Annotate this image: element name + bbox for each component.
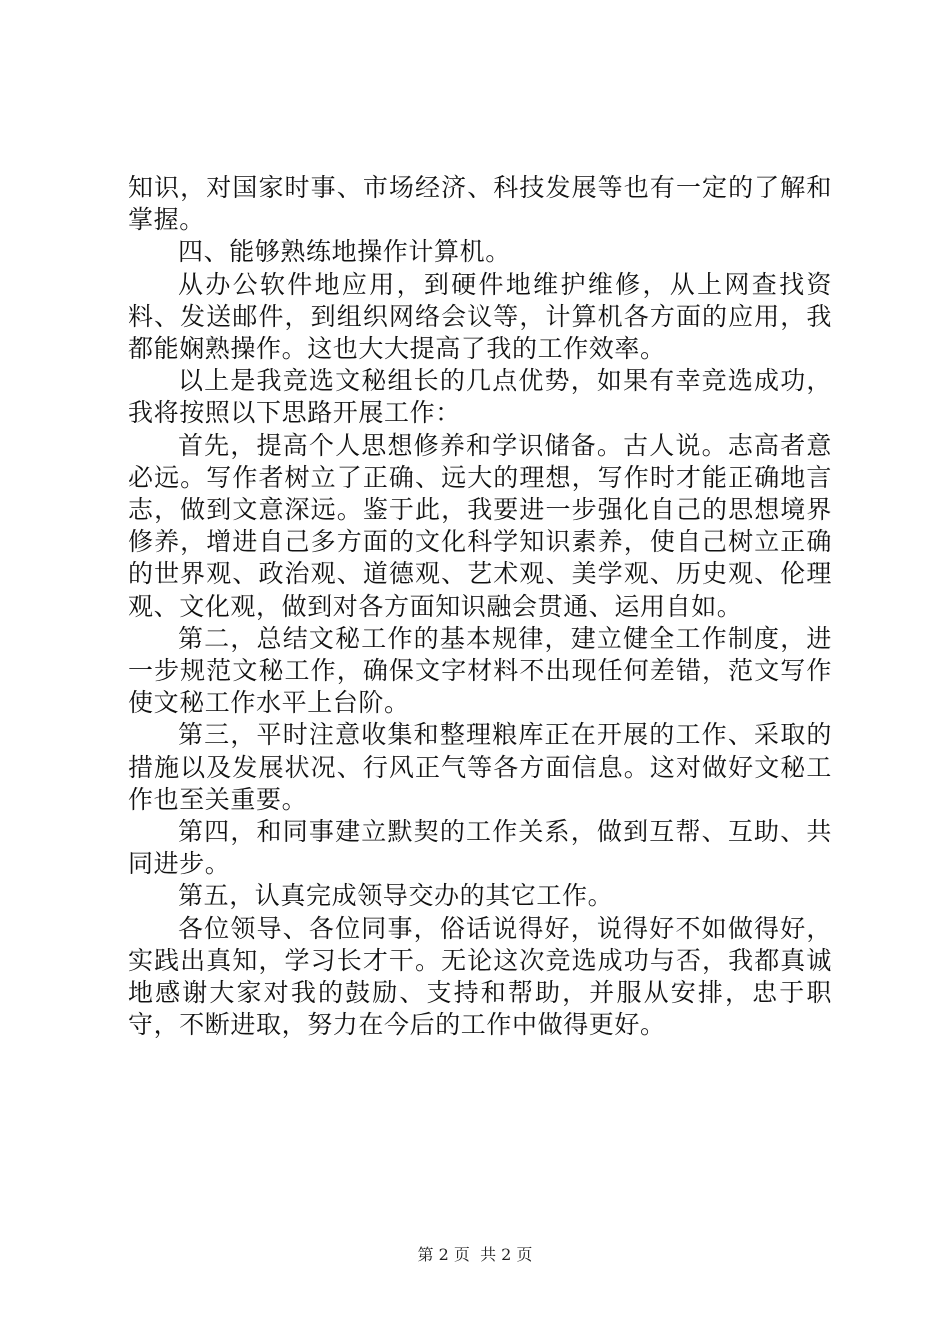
paragraph-plan-second: 第二，总结文秘工作的基本规律，建立健全工作制度，进一步规范文秘工作，确保文字材料不出现任何差错，范文写作使文秘工作水平上台阶。 [128,623,832,718]
paragraph-plan-fourth: 第四，和同事建立默契的工作关系，做到互帮、互助、共同进步。 [128,817,832,879]
page-number-label: 第 2 页 共 2 页 [417,1245,533,1264]
paragraph-plan-third: 第三，平时注意收集和整理粮库正在开展的工作、采取的措施以及发展状况、行风正气等各方面信息。这对做好文秘工作也至关重要。 [128,720,832,814]
paragraph-heading-computer-skills: 四、能够熟练地操作计算机。 [178,237,511,267]
page-footer [0,1245,950,1265]
paragraph-continuation: 知识，对国家时事、市场经济、科技发展等也有一定的了解和掌握。 [128,173,832,235]
document-body [128,172,832,1041]
paragraph-computer-skills: 从办公软件地应用，到硬件地维护维修，从上网查找资料、发送邮件，到组织网络会议等，计算机各方面的应用，我都能娴熟操作。这也大大提高了我的工作效率。 [128,269,832,364]
paragraph-plan-fifth: 第五，认真完成领导交办的其它工作。 [178,881,614,911]
paragraph-work-plan-intro: 以上是我竞选文秘组长的几点优势，如果有幸竞选成功，我将按照以下思路开展工作： [128,366,832,428]
paragraph-closing: 各位领导、各位同事，俗话说得好，说得好不如做得好，实践出真知，学习长才干。无论这次竞选成功与否，我都真诚地感谢大家对我的鼓励、支持和帮助，并服从安排，忠于职守，不断进取，努力在今后的工作中做得更好。 [128,913,832,1040]
paragraph-plan-first: 首先，提高个人思想修养和学识储备。古人说。志高者意必远。写作者树立了正确、远大的理想，写作时才能正确地言志，做到文意深远。鉴于此，我要进一步强化自己的思想境界修养，增进自己多方面的文化科学知识素养，使自己树立正确的世界观、政治观、道德观、艺术观、美学观、历史观、伦理观、文化观，做到对各方面知识融会贯通、运用自如。 [128,430,832,621]
